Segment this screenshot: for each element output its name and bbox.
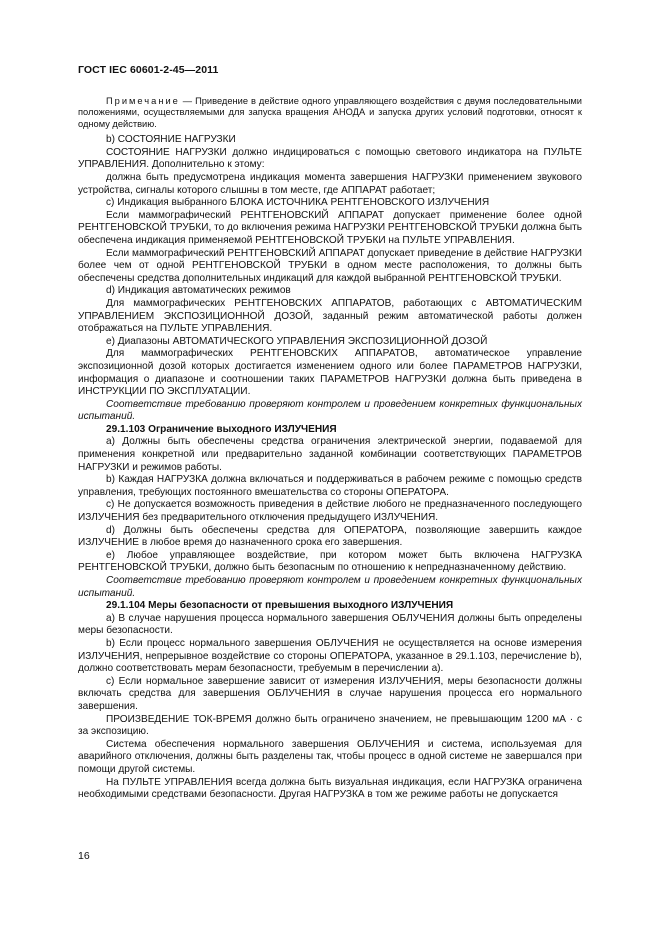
note-lead: Примечание [106, 96, 180, 106]
section-heading-29-1-103: 29.1.103 Ограничение выходного ИЗЛУЧЕНИЯ [106, 423, 337, 435]
item-c-heading: c) Индикация выбранного БЛОКА ИСТОЧНИКА РЕНТГЕНОВСКОГО ИЗЛУЧЕНИЯ [106, 197, 490, 209]
body-text [78, 96, 582, 802]
section-heading-29-1-104: 29.1.104 Меры безопасности от превышения выходного ИЗЛУЧЕНИЯ [106, 600, 454, 612]
paragraph: Для маммографических РЕНТГЕНОВСКИХ АППАРАТОВ, автоматическое управление экспозиционной дозой которых достигается изменением одного или более ПАРАМЕТРОВ НАГРУЗКИ, информация о диапазоне и соотношении таких ПАРАМЕТРОВ НАГРУЗКИ должна быть приведена в ИНСТРУКЦИИ ПО ЭКСПЛУАТАЦИИ. [78, 348, 582, 398]
paragraph: ПРОИЗВЕДЕНИЕ ТОК-ВРЕМЯ должно быть ограничено значением, не превышающим 1200 мА · с за экспозицию. [78, 713, 582, 738]
paragraph: СОСТОЯНИЕ НАГРУЗКИ должно индицироваться с помощью светового индикатора на ПУЛЬТЕ УПРАВЛЕНИЯ. Дополнительно к этому: [78, 146, 582, 171]
note-text: — Приведение в действие одного управляющего воздействия с двумя последовательными положениями, осуществляемыми для запуска вращения АНОДА и запуска других условий подготовки, относят к одному действию. [78, 96, 582, 129]
paragraph: Если маммографический РЕНТГЕНОВСКИЙ АППАРАТ допускает приведение в действие НАГРУЗКИ более чем от одной РЕНТГЕНОВСКОЙ ТРУБКИ в одном месте расположения, то должны быть обеспечены средства дополнительных индикаций для каждой выбранной РЕНТГЕНОВСКОЙ ТРУБКИ. [78, 247, 582, 284]
paragraph: c) Не допускается возможность приведения в действие любого не предназначенного последующего ИЗЛУЧЕНИЯ без предварительного отключения предыдущего ИЗЛУЧЕНИЯ. [78, 499, 582, 524]
page-number: 16 [78, 850, 90, 862]
paragraph: b) Если процесс нормального завершения ОБЛУЧЕНИЯ не осуществляется на основе измерения ИЗЛУЧЕНИЯ, непрерывное воздействие со стороны ОПЕРАТОРА, указанное в 29.1.103, перечисление b), должно соответствовать мерам безопасности, требуемым в перечислении a). [78, 637, 582, 675]
paragraph: e) Любое управляющее воздействие, при котором может быть включена НАГРУЗКА РЕНТГЕНОВСКОЙ ТРУБКИ, должно быть безопасным по отношению к непредназначенному действию. [78, 549, 582, 574]
paragraph: d) Должны быть обеспечены средства для ОПЕРАТОРА, позволяющие завершить каждое ИЗЛУЧЕНИЕ в любое время до назначенного срока его завершения. [78, 524, 582, 549]
item-d-heading: d) Индикация автоматических режимов [106, 285, 291, 297]
item-e-heading: e) Диапазоны АВТОМАТИЧЕСКОГО УПРАВЛЕНИЯ ЭКСПОЗИЦИОННОЙ ДОЗОЙ [106, 335, 488, 347]
paragraph: a) Должны быть обеспечены средства ограничения электрической энергии, подаваемой для применения конкретной или предварительно заданной комбинации соответствующих ПАРАМЕТРОВ НАГРУЗКИ и режимов работы. [78, 436, 582, 473]
paragraph: Для маммографических РЕНТГЕНОВСКИХ АППАРАТОВ, работающих с АВТОМАТИЧЕСКИМ УПРАВЛЕНИЕМ ЭКСПОЗИЦИОННОЙ ДОЗОЙ, заданный режим автоматической работы должен отображаться на ПУЛЬТЕ УПРАВЛЕНИЯ. [78, 297, 582, 335]
paragraph: Если маммографический РЕНТГЕНОВСКИЙ АППАРАТ допускает применение более одной РЕНТГЕНОВСКОЙ ТРУБКИ, то до включения режима НАГРУЗКИ РЕНТГЕНОВСКОЙ ТРУБКИ должна быть обеспечена индикация применяемой РЕНТГЕНОВСКОЙ ТРУБКИ на ПУЛЬТЕ УПРАВЛЕНИЯ. [78, 209, 582, 246]
item-b-heading: b) СОСТОЯНИЕ НАГРУЗКИ [106, 134, 236, 146]
paragraph: Система обеспечения нормального завершения ОБЛУЧЕНИЯ и система, используемая для аварийного отключения, должны быть разделены так, чтобы процесс в одной системе не завершался при помощи другой системы. [78, 738, 582, 775]
paragraph: b) Каждая НАГРУЗКА должна включаться и поддерживаться в рабочем режиме с помощью средств управления, требующих постоянного вмешательства со стороны ОПЕРАТОРА. [78, 474, 582, 498]
compliance-note: Соответствие требованию проверяют контролем и проведением конкретных функциональных испытаний. [78, 575, 582, 599]
paragraph: a) В случае нарушения процесса нормального завершения ОБЛУЧЕНИЯ должны быть определены меры безопасности. [78, 612, 582, 637]
paragraph: c) Если нормальное завершение зависит от измерения ИЗЛУЧЕНИЯ, меры безопасности должны включать средства для завершения ОБЛУЧЕНИЯ в случае нарушения процесса его нормального завершения. [78, 675, 582, 712]
standard-header: ГОСТ IEC 60601-2-45—2011 [78, 64, 219, 76]
paragraph: должна быть предусмотрена индикация момента завершения НАГРУЗКИ применением звукового устройства, сигналы которого слышны в том месте, где АППАРАТ работает; [78, 172, 582, 196]
compliance-note: Соответствие требованию проверяют контролем и проведением конкретных функциональных испытаний. [78, 398, 582, 423]
paragraph: На ПУЛЬТЕ УПРАВЛЕНИЯ всегда должна быть визуальная индикация, если НАГРУЗКА ограничена необходимыми средствами безопасности. Другая НАГРУЗКА в том же режиме работы не допускается [78, 776, 582, 801]
note-paragraph [78, 96, 582, 130]
